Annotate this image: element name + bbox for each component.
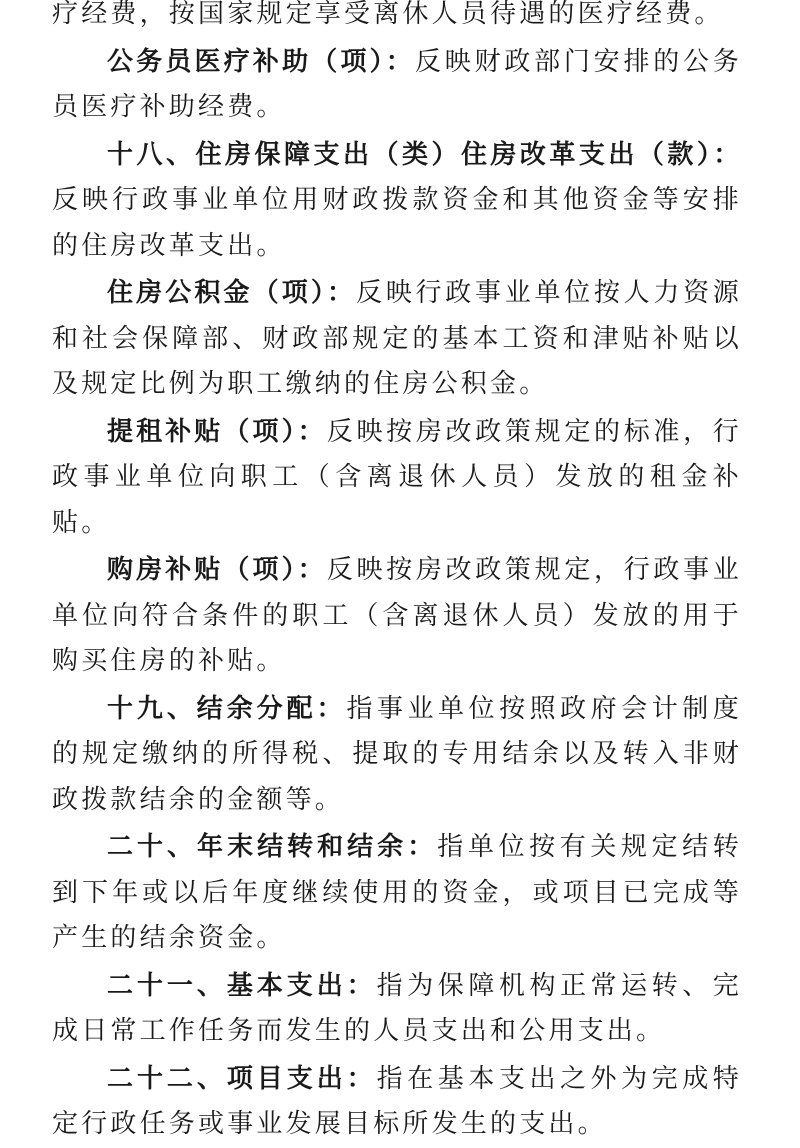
paragraph-term: 购房补贴（项）： [107,555,327,585]
paragraph-term: 住房公积金（项）： [107,278,357,308]
paragraph-text: 指事业单位按照政府会计制度的规定缴纳的所得税、提取的专用结余以及转入非财政拨款结余的金额等。 [52,693,742,815]
paragraph-term: 二十、年末结转和结余： [107,832,438,862]
paragraph-term: 二十二、项目支出： [107,1063,377,1094]
paragraph-housing-provident-fund [52,271,742,408]
paragraph-civil-servant-medical-subsidy [52,40,742,131]
paragraph-text: 反映按房改政策规定，行政事业单位向符合条件的职工（含离退休人员）发放的用于购买住房的补贴。 [52,555,742,676]
paragraph-text: 反映行政事业单位用财政拨款资金和其他资金等安排的住房改革支出。 [52,185,742,261]
paragraph-text: 反映按房改政策规定的标准，行政事业单位向职工（含离退休人员）发放的租金补贴。 [52,416,742,538]
paragraph-text: 反映财政部门安排的公务员医疗补助经费。 [52,46,742,122]
paragraph-term: 提租补贴（项）： [107,416,327,447]
paragraph-surplus-distribution [52,687,742,824]
paragraph-year-end-carryover [52,825,742,962]
paragraph-text: 反映行政事业单位按人力资源和社会保障部、财政部规定的基本工资和津贴补贴以及规定比例为职工缴纳的住房公积金。 [52,278,742,399]
paragraph-term: 公务员医疗补助（项）： [107,46,415,77]
paragraph-basic-expenditure [52,964,742,1055]
paragraph-term: 十八、住房保障支出（类）住房改革支出（款）： [107,139,742,170]
paragraph-project-expenditure [52,1057,742,1148]
paragraph-term: 二十一、基本支出： [107,970,377,1001]
paragraph-house-purchase-subsidy [52,548,742,685]
paragraph-text: 指单位按有关规定结转到下年或以后年度继续使用的资金，或项目已完成等产生的结余资金。 [52,832,742,953]
paragraph-text: 指在基本支出之外为完成特定行政任务或事业发展目标所发生的支出。 [52,1063,742,1139]
paragraph-text: 疗经费，按国家规定享受离休人员待遇的医疗经费。 [52,0,724,29]
document-page [52,0,742,1148]
paragraph-text: 指为保障机构正常运转、完成日常工作任务而发生的人员支出和公用支出。 [52,970,742,1046]
paragraph-term: 十九、结余分配： [107,693,347,724]
paragraph-continued [52,0,742,38]
paragraph-housing-reform-expenditure [52,133,742,270]
paragraph-rent-subsidy [52,410,742,547]
